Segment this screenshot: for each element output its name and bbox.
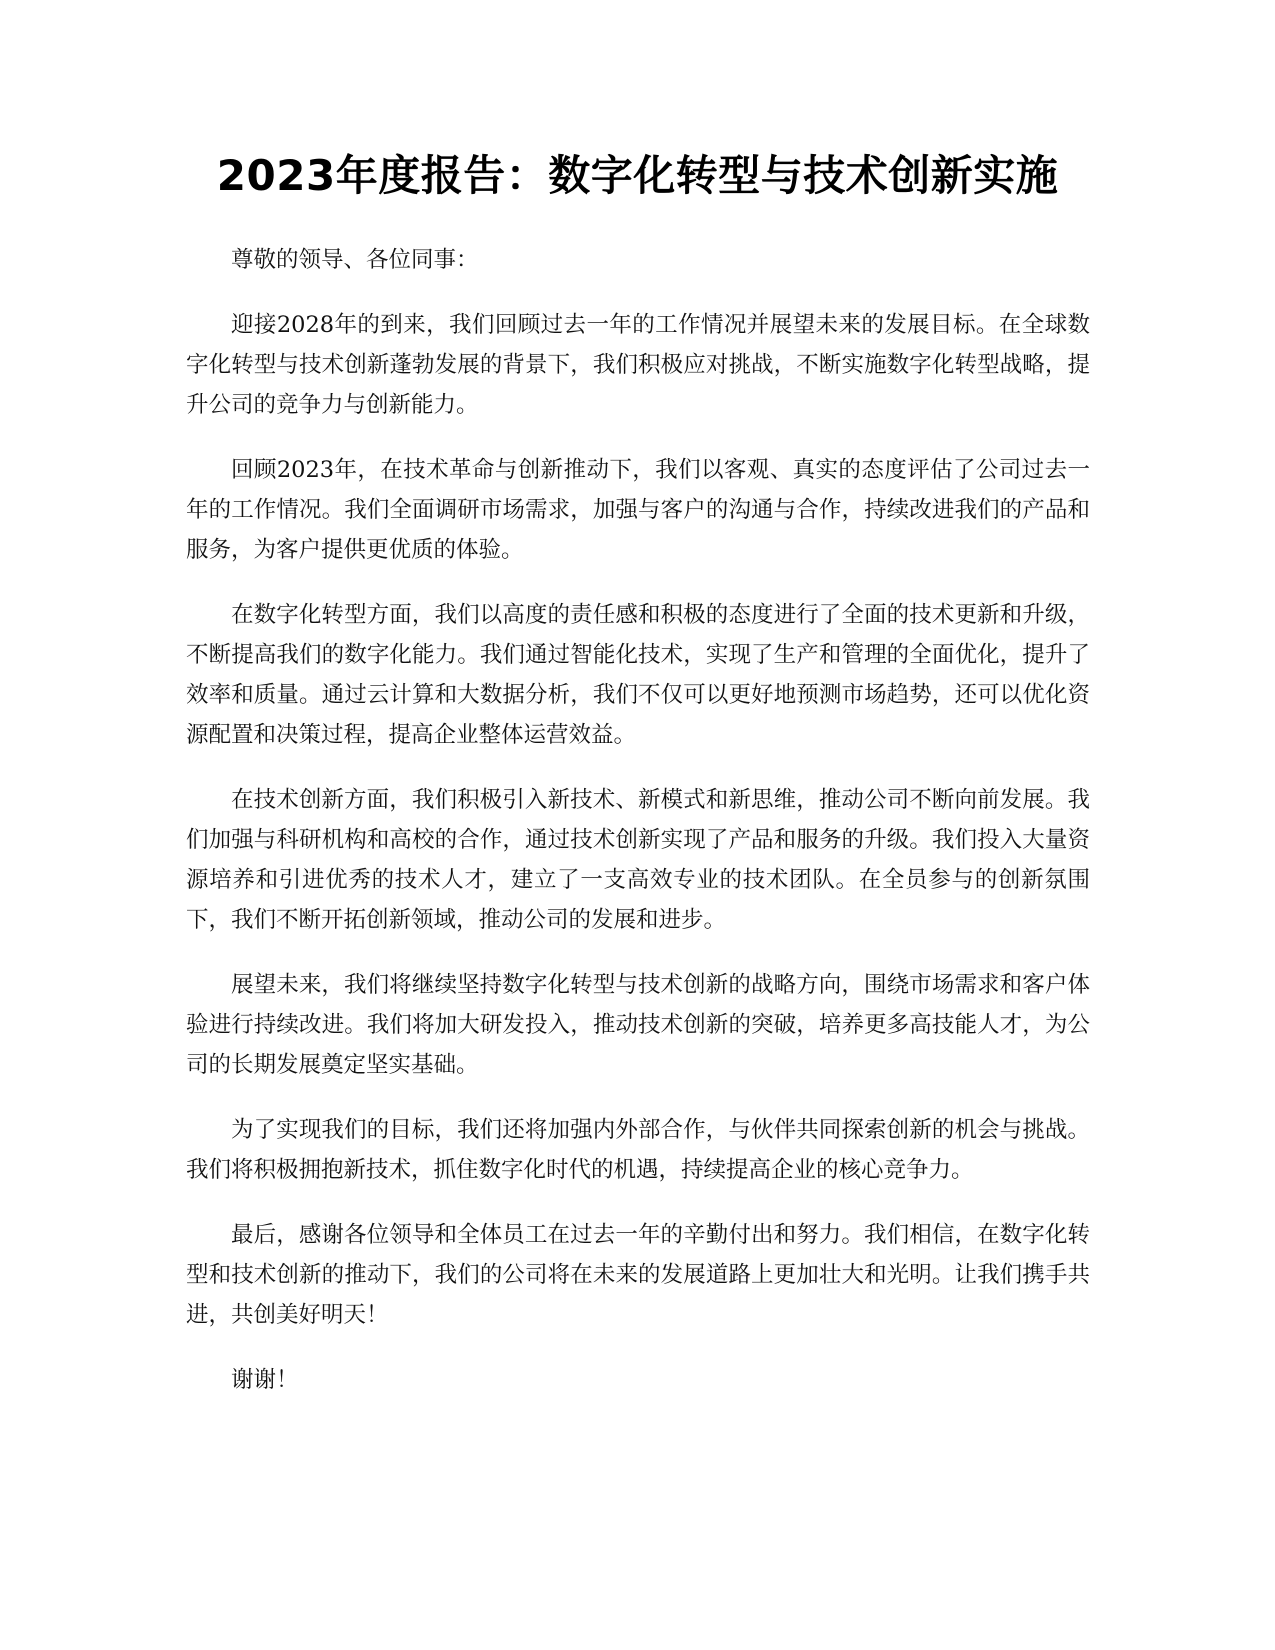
greeting: 尊敬的领导、各位同事：: [231, 247, 479, 273]
paragraph-cooperation: 为了实现我们的目标，我们还将加强内外部合作，与伙伴共同探索创新的机会与挑战。我们将积极拥抱新技术，抓住数字化时代的机遇，持续提高企业的核心竞争力。: [186, 1117, 1090, 1183]
paragraph-technical-innovation: 在技术创新方面，我们积极引入新技术、新模式和新思维，推动公司不断向前发展。我们加强与科研机构和高校的合作，通过技术创新实现了产品和服务的升级。我们投入大量资源培养和引进优秀的技术人才，建立了一支高效专业的技术团队。在全员参与的创新氛围下，我们不断开拓创新领域，推动公司的发展和进步。: [186, 787, 1090, 933]
document-title: 2023年度报告：数字化转型与技术创新实施: [216, 151, 1059, 200]
paragraph-outlook: 展望未来，我们将继续坚持数字化转型与技术创新的战略方向，围绕市场需求和客户体验进行持续改进。我们将加大研发投入，推动技术创新的突破，培养更多高技能人才，为公司的长期发展奠定坚实基础。: [186, 972, 1090, 1078]
document-body: [186, 240, 1090, 1425]
paragraph-digital-transformation: 在数字化转型方面，我们以高度的责任感和积极的态度进行了全面的技术更新和升级，不断提高我们的数字化能力。我们通过智能化技术，实现了生产和管理的全面优化，提升了效率和质量。通过云计算和大数据分析，我们不仅可以更好地预测市场趋势，还可以优化资源配置和决策过程，提高企业整体运营效益。: [186, 602, 1090, 748]
closing: 谢谢！: [231, 1367, 299, 1393]
paragraph-review: 回顾2023年，在技术革命与创新推动下，我们以客观、真实的态度评估了公司过去一年的工作情况。我们全面调研市场需求，加强与客户的沟通与合作，持续改进我们的产品和服务，为客户提供更优质的体验。: [186, 457, 1090, 563]
paragraph-thanks: 最后，感谢各位领导和全体员工在过去一年的辛勤付出和努力。我们相信，在数字化转型和技术创新的推动下，我们的公司将在未来的发展道路上更加壮大和光明。让我们携手共进，共创美好明天！: [186, 1222, 1090, 1328]
paragraph-intro: 迎接2028年的到来，我们回顾过去一年的工作情况并展望未来的发展目标。在全球数字化转型与技术创新蓬勃发展的背景下，我们积极应对挑战，不断实施数字化转型战略，提升公司的竞争力与创新能力。: [186, 312, 1090, 418]
